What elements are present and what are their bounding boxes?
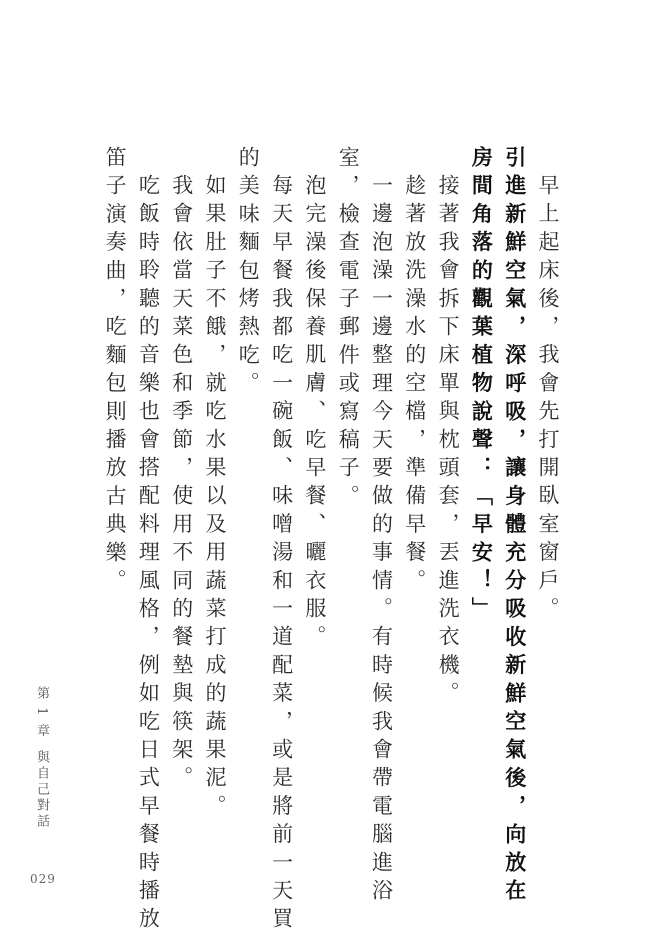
text-column: 泡完澡後保養肌膚、吃早餐、曬衣服。 [302, 174, 327, 654]
text-column: 一邊泡澡一邊整理今天要做的事情。有時候我會帶電腦進浴 [369, 174, 394, 908]
text-column: 笛子演奏曲，吃麵包則播放古典樂。 [103, 146, 128, 598]
text-column: 室，檢查電子郵件或寫稿子。 [336, 146, 361, 513]
running-head-title: 與自己對話 [34, 750, 49, 830]
text-column: 房間角落的觀葉植物說聲：「早安！」 [469, 146, 494, 626]
running-head-chapter: 第 1 章 [34, 686, 49, 739]
text-column: 早上起床後，我會先打開臥室窗戶。 [536, 174, 560, 626]
text-column: 接著我會拆下床單與枕頭套，丟進洗衣機。 [436, 174, 461, 710]
text-column: 我會依當天菜色和季節，使用不同的餐墊與筷架。 [169, 174, 194, 795]
text-column: 每天早餐我都吃一碗飯、味噌湯和一道配菜，或是將前一天買 [269, 174, 294, 935]
text-column: 趁著放洗澡水的空檔，準備早餐。 [402, 174, 427, 597]
text-column: 吃飯時聆聽的音樂也會搭配料理風格，例如吃日式早餐時播放 [136, 174, 161, 935]
text-column: 引進新鮮空氣，深呼吸，讓身體充分吸收新鮮空氣後，向放在 [502, 146, 527, 908]
text-column: 的美味麵包烤熱吃。 [236, 146, 261, 400]
page-number: 029 [30, 872, 56, 886]
text-column: 如果肚子不餓，就吃水果以及用蔬菜打成的蔬果泥。 [203, 174, 227, 823]
